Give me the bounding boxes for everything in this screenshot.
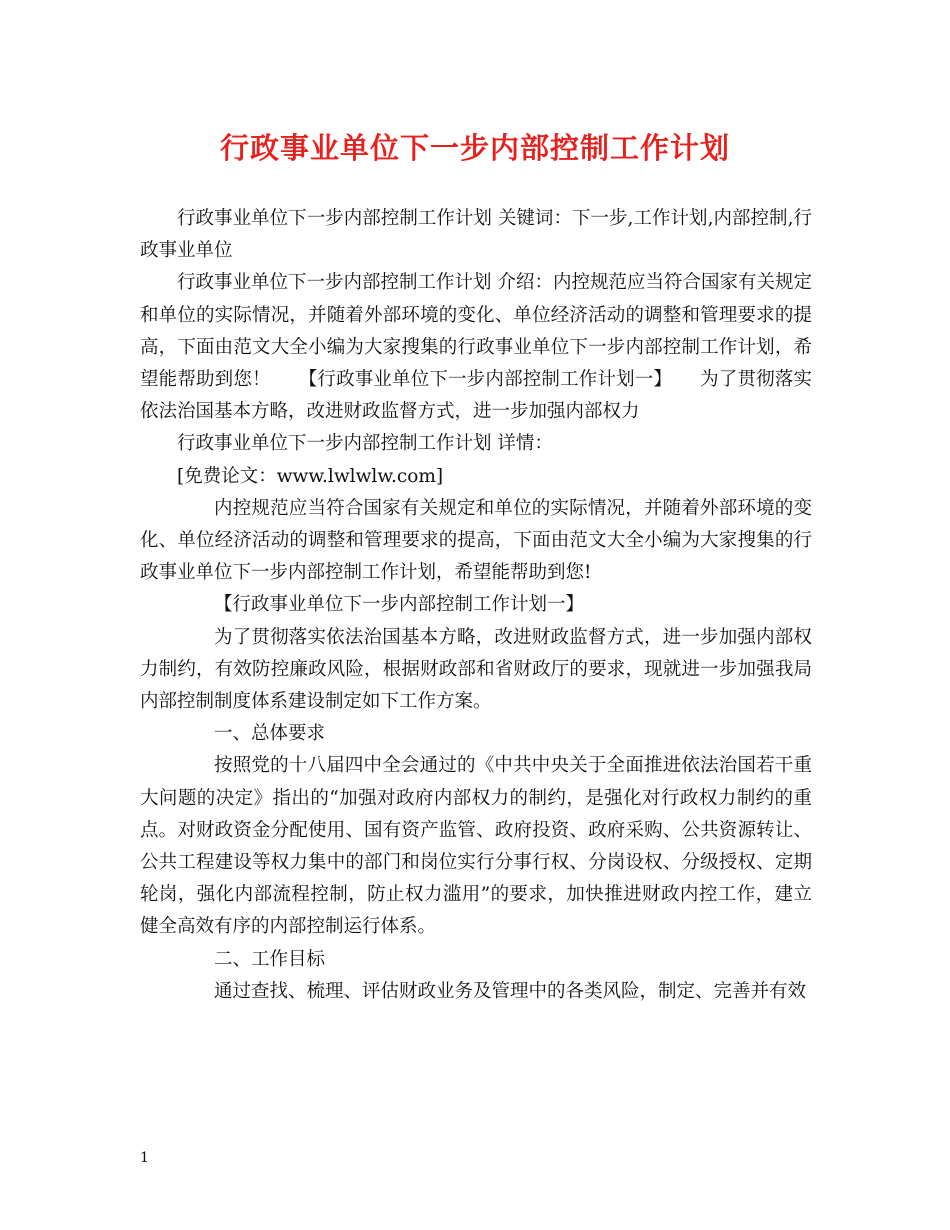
source-link-text: [免费论文：www.lwlwlw.com] <box>177 465 444 487</box>
page-number: 1 <box>140 1150 149 1166</box>
heading-work-objectives: 二、工作目标 <box>214 948 326 970</box>
body-paragraph: 为了贯彻落实依法治国基本方略，改进财政监督方式，进一步加强内部权力制约，有效防控廉政风险，根据财政部和省财政厅的要求，现就进一步加强我局内部控制制度体系建设制定如下工作方案。 <box>140 626 812 713</box>
keywords-paragraph: 行政事业单位下一步内部控制工作计划 关键词：下一步,工作计划,内部控制,行政事业单位 <box>140 208 812 262</box>
details-heading: 行政事业单位下一步内部控制工作计划 详情： <box>177 433 553 455</box>
section-title-plan-one: 【行政事业单位下一步内部控制工作计划一】 <box>214 594 585 616</box>
body-paragraph: 通过查找、梳理、评估财政业务及管理中的各类风险，制定、完善并有效 <box>214 980 807 1002</box>
intro-paragraph: 行政事业单位下一步内部控制工作计划 介绍：内控规范应当符合国家有关规定和单位的实际情况，并随着外部环境的变化、单位经济活动的调整和管理要求的提高，下面由范文大全小编为大家搜集的行政事业单位下一步内部控制工作计划，希望能帮助到您！ 【行政事业单位下一步内部控制工作计划一】 为了贯彻落实依法治国基本方略，改进财政监督方式，进一步加强内部权力 <box>140 272 812 423</box>
document-title: 行政事业单位下一步内部控制工作计划 <box>219 131 730 165</box>
body-paragraph: 按照党的十八届四中全会通过的《中共中央关于全面推进依法治国若干重大问题的决定》指出的“加强对政府内部权力的制约，是强化对行政权力制约的重点。对财政资金分配使用、国有资产监管、政府投资、政府采购、公共资源转让、公共工程建设等权力集中的部门和岗位实行分事行权、分岗设权、分级授权、定期轮岗，强化内部流程控制，防止权力滥用”的要求，加快推进财政内控工作，建立健全高效有序的内部控制运行体系。 <box>140 755 812 938</box>
heading-general-requirements: 一、总体要求 <box>214 723 326 745</box>
body-paragraph: 内控规范应当符合国家有关规定和单位的实际情况，并随着外部环境的变化、单位经济活动的调整和管理要求的提高，下面由范文大全小编为大家搜集的行政事业单位下一步内部控制工作计划，希望能帮助到您! <box>140 497 812 584</box>
document-body <box>140 203 812 1008</box>
